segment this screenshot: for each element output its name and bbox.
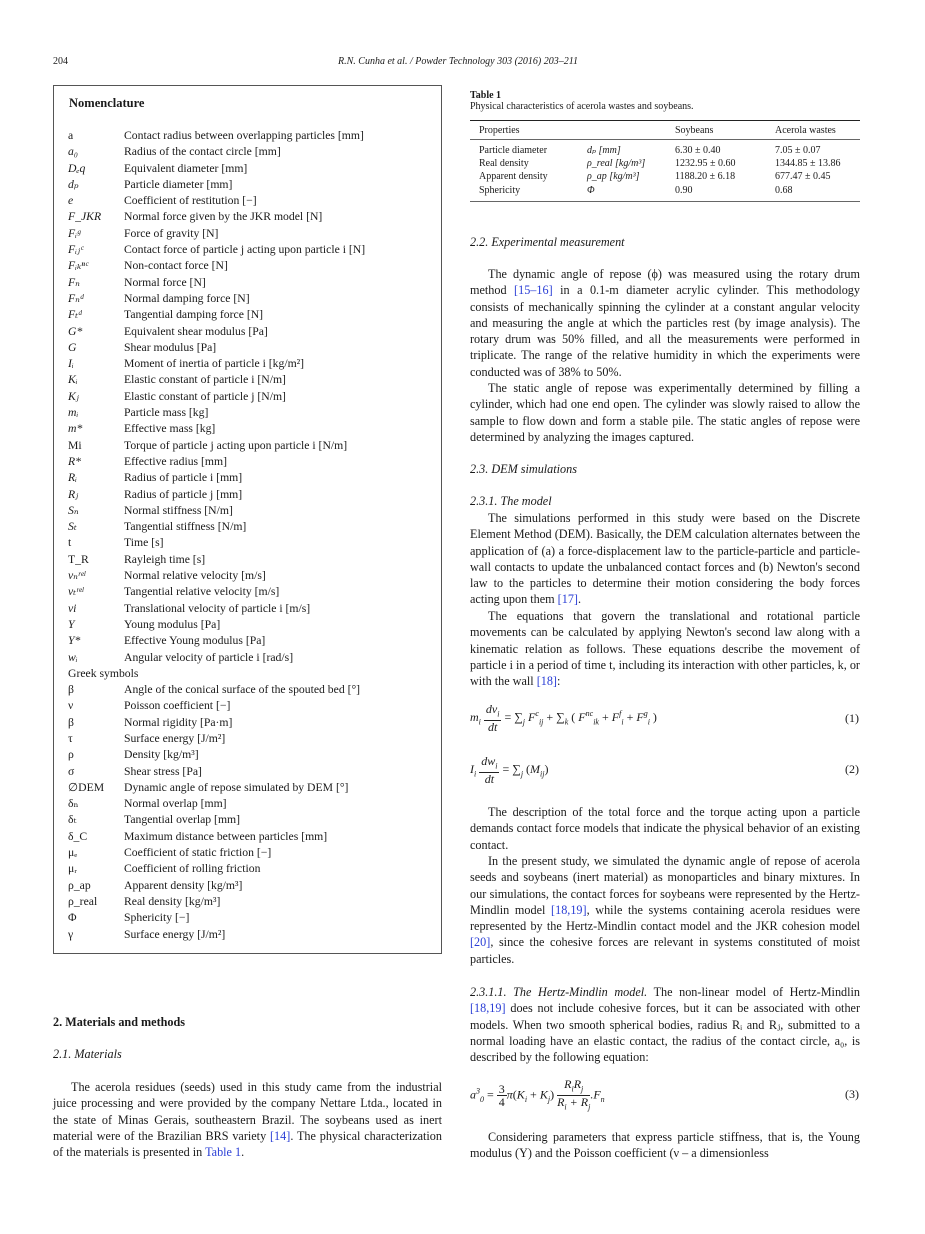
- subsection-heading-model: 2.3.1. The model: [470, 494, 552, 508]
- nomenclature-symbol: Rⱼ: [68, 487, 79, 501]
- equation-2-number: (2): [845, 762, 859, 776]
- nomenclature-description: Tangential relative velocity [m/s]: [124, 585, 280, 599]
- nomenclature-symbol: Fₙᵈ: [68, 291, 84, 305]
- nomenclature-item: [68, 584, 438, 600]
- nomenclature-description: Radius of particle i [mm]: [124, 471, 243, 485]
- nomenclature-description: Apparent density [kg/m³]: [124, 878, 243, 892]
- table-cell-property: Sphericity: [479, 184, 521, 196]
- nomenclature-symbol: Sₙ: [68, 503, 79, 517]
- nomenclature-symbol: Fᵢᵍ: [68, 226, 81, 240]
- nomenclature-item: [68, 633, 438, 649]
- table-cell-property: Real density: [479, 158, 529, 170]
- nomenclature-description: Normal rigidity [Pa·m]: [124, 715, 233, 729]
- nomenclature-item: [68, 144, 438, 160]
- nomenclature-symbol: ∅DEM: [68, 780, 105, 794]
- nomenclature-description: Normal stiffness [N/m]: [124, 503, 233, 517]
- subsection-heading-dem: 2.3. DEM simulations: [470, 462, 577, 476]
- nomenclature-symbol: ρ_real: [68, 894, 98, 908]
- citation-link[interactable]: [14]: [270, 1128, 291, 1143]
- table-header-properties: Properties: [479, 125, 520, 136]
- table-cell-soybeans: 0.90: [675, 184, 693, 196]
- nomenclature-description: Density [kg/m³]: [124, 748, 199, 762]
- nomenclature-item: [68, 405, 438, 421]
- nomenclature-description: Surface energy [J/m²]: [124, 731, 226, 745]
- nomenclature-item: [68, 927, 438, 943]
- nomenclature-description: Effective Young modulus [Pa]: [124, 634, 266, 648]
- nomenclature-item: [68, 764, 438, 780]
- nomenclature-symbol: Rᵢ: [68, 471, 77, 485]
- nomenclature-item: [68, 438, 438, 454]
- text: , while the systems containing acerola residues were represented by the Hertz-Mindlin contact model and the JKR cohesion model: [470, 902, 860, 934]
- nomenclature-symbol: Fₙ: [68, 275, 80, 289]
- nomenclature-symbol: Y: [68, 617, 75, 631]
- nomenclature-symbol: μᵣ: [68, 862, 77, 876]
- nomenclature-description: Non-contact force [N]: [124, 259, 228, 273]
- nomenclature-description: Tangential stiffness [N/m]: [124, 520, 247, 534]
- nomenclature-symbol: β: [68, 715, 74, 729]
- nomenclature-item: [68, 372, 438, 388]
- table-bottom-rule: [470, 201, 860, 202]
- nomenclature-symbol: ρ_ap: [68, 878, 91, 892]
- table-cell-soybeans: 1232.95 ± 0.60: [675, 158, 736, 170]
- table-cell-soybeans: 1188.20 ± 6.18: [675, 171, 736, 183]
- text: The simulations performed in this study were based on the Discrete Element Method (DEM). Basically, the DEM calculation alternates between the application of (a) a force-displacement law to the particle-particle and particle-wall contacts to update the unbalanced contact forces and (b) Newton's second law to the particles to determine their motion considering the body forces acting upon them: [470, 511, 860, 607]
- nomenclature-item: [68, 601, 438, 617]
- nomenclature-item: [68, 650, 438, 666]
- nomenclature-symbol: dₚ: [68, 177, 79, 191]
- nomenclature-symbol: Sₜ: [68, 520, 77, 534]
- nomenclature-symbol: vi: [68, 601, 77, 615]
- study-paragraph: [470, 853, 860, 967]
- nomenclature-description: Contact radius between overlapping particles [mm]: [124, 129, 364, 142]
- nomenclature-item: [68, 715, 438, 731]
- running-head: R.N. Cunha et al. / Powder Technology 303 (2016) 203–211: [338, 56, 578, 67]
- nomenclature-description: Normal force [N]: [124, 275, 206, 289]
- equation-1: $m_i$ $\frac{dv_i}{dt}$ = $\sum_j$ $F^c_{ij} + \sum_k$ ( $F^{nc}_{ik} + F^f_i + F^g_i$ ): [470, 702, 657, 735]
- table-cell-symbol: dₚ [mm]: [587, 145, 621, 156]
- nomenclature-description: Normal force given by the JKR model [N]: [124, 210, 323, 224]
- nomenclature-item: [68, 324, 438, 340]
- nomenclature-symbol: Iᵢ: [68, 357, 74, 371]
- nomenclature-symbol: a₀: [68, 145, 78, 159]
- equation-3-number: (3): [845, 1087, 859, 1101]
- nomenclature-item: [68, 128, 438, 144]
- nomenclature-description: Contact force of particle j acting upon particle i [N]: [124, 243, 366, 257]
- nomenclature-item: [68, 161, 438, 177]
- nomenclature-description: Normal relative velocity [m/s]: [124, 569, 266, 583]
- experimental-paragraph-2: The static angle of repose was experimentally determined by filling a cylinder, which had one end open. The cylinder was slowly raised to allow the sample to flow down and form a stable pile. The static angles of repose were determined by analyzing the images captured.: [470, 381, 860, 444]
- text: The equations that govern the translational and rotational particle movements can be calculated by applying Newton's second law along with a kinematic relation as follows. These equations describe the movement of particle i in a period of time t, including its interaction with other particles, k, or with the wall: [470, 609, 860, 689]
- nomenclature-description: Tangential damping force [N]: [124, 308, 264, 322]
- table-cell-acerola: 7.05 ± 0.07: [775, 145, 821, 156]
- table-cell-property: Apparent density: [479, 171, 548, 183]
- citation-link[interactable]: [18,19]: [470, 1001, 506, 1016]
- nomenclature-box: [53, 85, 442, 954]
- nomenclature-description: Sphericity [−]: [124, 911, 190, 925]
- table-top-rule: [470, 120, 860, 121]
- page-header: [53, 56, 863, 70]
- nomenclature-symbol: vₜʳᵉˡ: [68, 585, 84, 599]
- subsubsection-heading: 2.3.1.1. The Hertz-Mindlin model.: [470, 985, 648, 999]
- table-cell-symbol: Φ: [587, 184, 595, 196]
- nomenclature-description: Time [s]: [124, 536, 164, 550]
- nomenclature-description: Radius of particle j [mm]: [124, 487, 243, 501]
- nomenclature-item: [68, 275, 438, 291]
- nomenclature-symbol: Fᵢₖⁿᶜ: [68, 259, 89, 273]
- nomenclature-item: [68, 226, 438, 242]
- nomenclature-description: Young modulus [Pa]: [124, 617, 221, 631]
- nomenclature-description: Equivalent diameter [mm]: [124, 161, 248, 175]
- table-cell-acerola: 1344.85 ± 13.86: [775, 158, 841, 170]
- nomenclature-symbol: μₑ: [68, 846, 78, 860]
- nomenclature-description: Equivalent shear modulus [Pa]: [124, 324, 268, 338]
- nomenclature-item: [68, 682, 438, 698]
- nomenclature-item: [68, 291, 438, 307]
- nomenclature-symbol: τ: [68, 731, 73, 745]
- nomenclature-symbol: m*: [68, 422, 83, 436]
- nomenclature-symbol: Y*: [68, 634, 81, 648]
- equation-1-number: (1): [845, 711, 859, 725]
- citation-link[interactable]: [18,19]: [551, 902, 587, 917]
- text: The acerola residues (seeds) used in this study came from the industrial juice processing and were provided by the company Nettare Ltda., located in the state of Minas Gerais, southeastern Brazil. The soybeans used as inert material were of the Brazilian BRS variety: [53, 1080, 442, 1143]
- nomenclature-symbol: Fₜᵈ: [68, 308, 82, 322]
- table-caption-text: Physical characteristics of acerola wastes and soybeans.: [470, 101, 694, 112]
- table-cell-property: Particle diameter: [479, 145, 548, 156]
- nomenclature-symbol: t: [68, 536, 72, 550]
- nomenclature-description: Normal damping force [N]: [124, 291, 250, 305]
- nomenclature-item: [68, 242, 438, 258]
- hertz-mindlin-paragraph: [470, 984, 860, 1065]
- nomenclature-item: [68, 731, 438, 747]
- nomenclature-title: Nomenclature: [69, 96, 145, 110]
- equation-3: $a^3_0$ = $\frac{3}{4}$ $\pi(K_i + K_j)$ $\frac{R_iR_j}{R_i + R_j}$ $.F_n$: [470, 1077, 605, 1112]
- nomenclature-item: [68, 568, 438, 584]
- nomenclature-symbol: Mi: [68, 438, 82, 452]
- citation-link[interactable]: [17]: [557, 592, 578, 607]
- nomenclature-description: Moment of inertia of particle i [kg/m²]: [124, 357, 305, 371]
- nomenclature-description: Effective radius [mm]: [124, 454, 227, 468]
- equation-2: $I_i$ $\frac{dw_i}{dt}$ = $\sum_j$ $(M_{ij})$: [470, 754, 549, 787]
- nomenclature-item: [68, 356, 438, 372]
- nomenclature-symbol: R*: [68, 454, 81, 468]
- experimental-paragraph-1: [470, 266, 860, 380]
- nomenclature-symbol: δₜ: [68, 813, 77, 827]
- nomenclature-item: [68, 519, 438, 535]
- nomenclature-description: Tangential overlap [mm]: [124, 813, 241, 827]
- nomenclature-description: Surface energy [J/m²]: [124, 927, 226, 941]
- nomenclature-item: [68, 747, 438, 763]
- nomenclature-symbol: wᵢ: [68, 650, 78, 664]
- nomenclature-description: Translational velocity of particle i [m/s]: [124, 601, 311, 615]
- stiffness-paragraph: Considering parameters that express particle stiffness, that is, the Young modulus (Y) and the Poisson coefficient (ν – a dimensionless: [470, 1130, 860, 1161]
- text: The dynamic angle of repose (ϕ) was measured using the rotary drum method: [470, 267, 860, 298]
- table-cell-acerola: 0.68: [775, 184, 793, 196]
- table-label: Table 1: [470, 90, 502, 101]
- nomenclature-description: Real density [kg/m³]: [124, 894, 221, 908]
- nomenclature-symbol: Kⱼ: [68, 389, 79, 403]
- nomenclature-symbol: G: [68, 340, 77, 354]
- nomenclature-symbol: vₙʳᵉˡ: [68, 569, 86, 583]
- table-cell-acerola: 677.47 ± 0.45: [775, 171, 831, 183]
- section-heading-materials-methods: 2. Materials and methods: [53, 1015, 186, 1029]
- nomenclature-description: Elastic constant of particle i [N/m]: [124, 373, 286, 387]
- subsection-heading-experimental: 2.2. Experimental measurement: [470, 235, 625, 249]
- table-header-acerola: Acerola wastes: [775, 125, 836, 136]
- nomenclature-symbol: β: [68, 683, 74, 697]
- nomenclature-symbol: T_R: [68, 552, 89, 566]
- citation-link[interactable]: [15–16]: [514, 283, 553, 298]
- nomenclature-description: Maximum distance between particles [mm]: [124, 829, 328, 843]
- nomenclature-description: Poisson coefficient [−]: [124, 699, 231, 713]
- nomenclature-item: [68, 470, 438, 486]
- nomenclature-item: [68, 503, 438, 519]
- nomenclature-item: [68, 389, 438, 405]
- nomenclature-symbol: F_JKR: [68, 210, 102, 224]
- nomenclature-symbol: σ: [68, 764, 75, 778]
- nomenclature-item: [68, 878, 438, 894]
- nomenclature-item: [68, 258, 438, 274]
- citation-link[interactable]: [18]: [536, 674, 557, 689]
- nomenclature-description: Dynamic angle of repose simulated by DEM [°]: [124, 780, 349, 794]
- text: :: [557, 674, 561, 689]
- text: in a 0.1-m diameter acrylic cylinder. This methodology consists of mechanically spinning the cylinder at a constant angular velocity and measuring the angle at which the particles rest (by image analysis). The rotary drum was 50% filled, and all the measurements were performed in triplicate. The range of the relative humidity in which the experiments were conducted was of 38% to 50%.: [470, 283, 860, 379]
- model-paragraph-1: [470, 510, 860, 608]
- nomenclature-item: [68, 698, 438, 714]
- citation-link[interactable]: [20]: [470, 935, 491, 950]
- model-paragraph-2: [470, 608, 860, 689]
- text: The non-linear model of Hertz-Mindlin: [647, 985, 860, 999]
- force-paragraph: The description of the total force and the torque acting upon a particle demands contact force models that indicate the physical behavior of an existing contact.: [470, 805, 860, 852]
- nomenclature-description: Torque of particle j acting upon particle i [N/m]: [124, 438, 348, 452]
- nomenclature-item: [68, 487, 438, 503]
- nomenclature-item: [68, 894, 438, 910]
- table-header-soybeans: Soybeans: [675, 125, 714, 136]
- nomenclature-item: [68, 307, 438, 323]
- nomenclature-symbol: Fᵢⱼᶜ: [68, 243, 84, 257]
- nomenclature-item: [68, 617, 438, 633]
- nomenclature-description: Shear stress [Pa]: [124, 764, 202, 778]
- table-cell-soybeans: 6.30 ± 0.40: [675, 145, 721, 156]
- nomenclature-item: [68, 910, 438, 926]
- nomenclature-symbol: Φ: [68, 911, 77, 925]
- nomenclature-description: Coefficient of rolling friction: [124, 862, 261, 876]
- text: In the present study, we simulated the dynamic angle of repose of acerola seeds and soybeans (inert material) as monoparticles and binary mixtures. In our simulations, the contact forces for soybeans were represented by the Hertz-Mindlin model: [470, 854, 860, 917]
- nomenclature-description: Normal overlap [mm]: [124, 797, 227, 811]
- page-number: 204: [53, 56, 68, 67]
- nomenclature-item: [68, 845, 438, 861]
- nomenclature-item: [68, 829, 438, 845]
- nomenclature-item: [68, 421, 438, 437]
- nomenclature-description: Particle diameter [mm]: [124, 177, 233, 191]
- nomenclature-symbol: δₙ: [68, 797, 79, 811]
- nomenclature-description: Angular velocity of particle i [rad/s]: [124, 650, 294, 664]
- nomenclature-list: [68, 128, 438, 943]
- table-header-rule: [470, 139, 860, 140]
- text: .: [577, 592, 582, 607]
- nomenclature-description: Coefficient of restitution [−]: [124, 194, 257, 208]
- nomenclature-item: [68, 454, 438, 470]
- nomenclature-item: [68, 812, 438, 828]
- nomenclature-item: [68, 193, 438, 209]
- nomenclature-symbol: a: [68, 129, 74, 142]
- nomenclature-description: Angle of the conical surface of the spouted bed [°]: [124, 683, 361, 697]
- nomenclature-symbol: ν: [68, 699, 74, 713]
- text: does not include cohesive forces, but it can be associated with other models. When two smooth spherical bodies, radius Rᵢ and Rⱼ, submitted to a normal loading have an elastic contact, the radius of the contact circle, a₀, is described by the following equation:: [470, 1001, 860, 1065]
- nomenclature-symbol: ρ: [68, 748, 74, 762]
- nomenclature-description: Effective mass [kg]: [124, 422, 216, 436]
- nomenclature-symbol: Dₑq: [68, 161, 86, 175]
- nomenclature-symbol: Kᵢ: [68, 373, 78, 387]
- nomenclature-description: Radius of the contact circle [mm]: [124, 145, 281, 159]
- nomenclature-item: [68, 796, 438, 812]
- nomenclature-item: [68, 177, 438, 193]
- nomenclature-symbol: δ_C: [68, 829, 88, 843]
- nomenclature-item: [68, 780, 438, 796]
- table-cell-symbol: ρ_ap [kg/m³]: [587, 171, 640, 183]
- nomenclature-symbol: γ: [68, 927, 74, 941]
- table-cell-symbol: ρ_real [kg/m³]: [587, 158, 646, 170]
- nomenclature-symbol: e: [68, 194, 74, 208]
- nomenclature-item: [68, 340, 438, 356]
- nomenclature-description: Rayleigh time [s]: [124, 552, 206, 566]
- nomenclature-description: Coefficient of static friction [−]: [124, 846, 272, 860]
- nomenclature-description: Elastic constant of particle j [N/m]: [124, 389, 286, 403]
- nomenclature-description: Force of gravity [N]: [124, 226, 219, 240]
- materials-paragraph: [53, 1079, 442, 1160]
- table-link[interactable]: Table 1: [205, 1145, 242, 1160]
- subsection-heading-materials: 2.1. Materials: [53, 1047, 122, 1061]
- nomenclature-item: [68, 552, 438, 568]
- nomenclature-item: [68, 535, 438, 551]
- text: , since the cohesive forces are relevant in systems constituted of moist particles.: [470, 935, 860, 966]
- text: .: [241, 1145, 245, 1160]
- nomenclature-item: [68, 209, 438, 225]
- greek-symbols-heading: Greek symbols: [68, 666, 139, 680]
- nomenclature-description: Particle mass [kg]: [124, 406, 209, 420]
- text: . The physical characterization of the materials is presented in: [53, 1128, 442, 1160]
- nomenclature-symbol: G*: [68, 324, 83, 338]
- nomenclature-symbol: mᵢ: [68, 406, 79, 420]
- table-caption: [470, 90, 694, 112]
- nomenclature-item: [68, 861, 438, 877]
- nomenclature-description: Shear modulus [Pa]: [124, 340, 217, 354]
